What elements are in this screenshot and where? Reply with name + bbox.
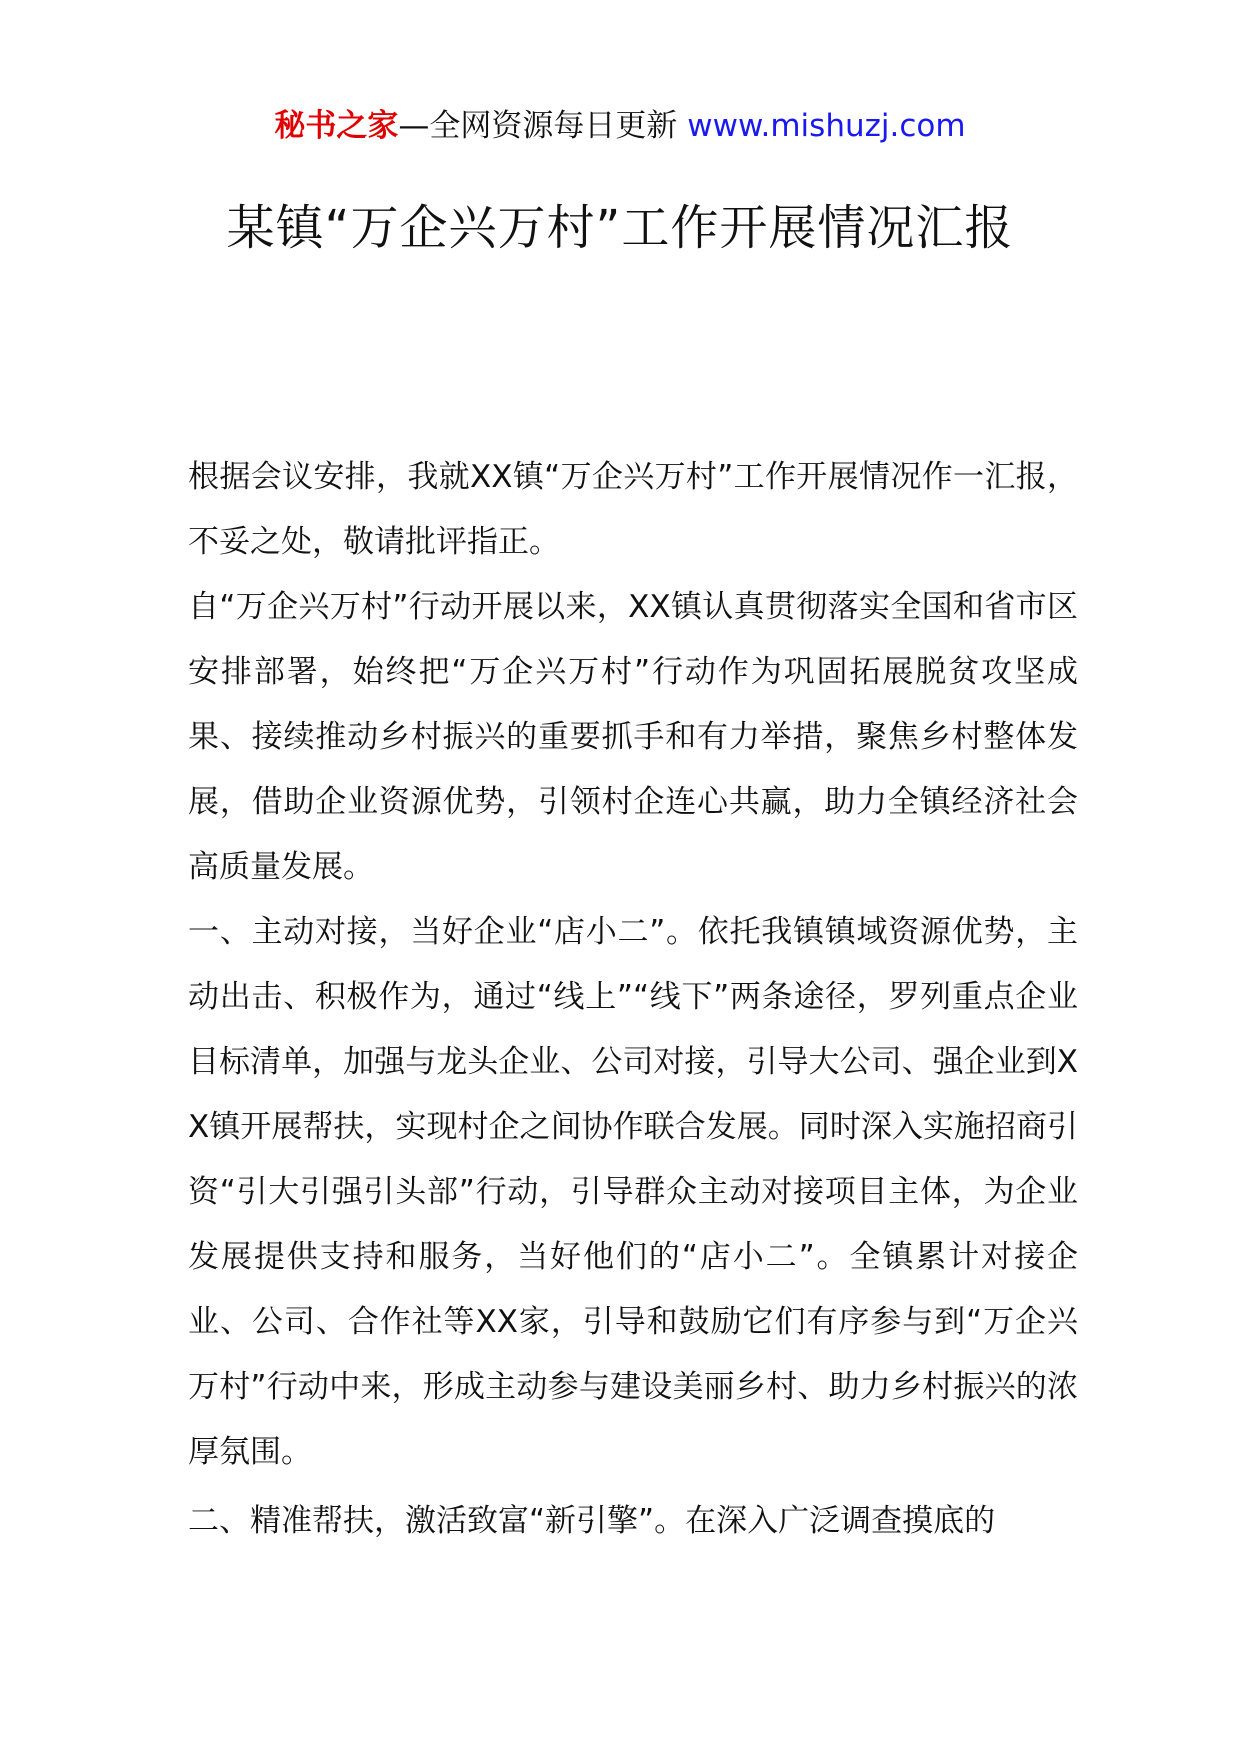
document-title: 某镇“万企兴万村”工作开展情况汇报: [226, 200, 1014, 256]
paragraph-section-two: 二、精准帮扶，激活致富“新引擎”。在深入广泛调查摸底的: [188, 1503, 996, 1539]
brand-name: 秘书之家: [274, 108, 399, 144]
paragraph-intro: 根据会议安排，我就XX镇“万企兴万村”工作开展情况作一汇报，不妥之处，敬请批评指正。: [188, 459, 1078, 560]
paragraph-section-one: 一、主动对接，当好企业“店小二”。依托我镇镇域资源优势，主动出击、积极作为，通过“线上”“线下”两条途径，罗列重点企业目标清单，加强与龙头企业、公司对接，引导大公司、强企业到XX镇开展帮扶，实现村企之间协作联合发展。同时深入实施招商引资“引大引强引头部”行动，引导群众主动对接项目主体，为企业发展提供支持和服务，当好他们的“店小二”。全镇累计对接企业、公司、合作社等XX家，引导和鼓励它们有序参与到“万企兴万村”行动中来，形成主动参与建设美丽乡村、助力乡村振兴的浓厚氛围。: [188, 914, 1078, 1470]
document-body: [188, 445, 1078, 1554]
site-url-link[interactable]: www.mishuzj.com: [687, 108, 966, 144]
header-banner: [0, 104, 1240, 148]
header-tagline: —全网资源每日更新: [398, 108, 688, 144]
paragraph-overview: 自“万企兴万村”行动开展以来，XX镇认真贯彻落实全国和省市区安排部署，始终把“万企兴万村”行动作为巩固拓展脱贫攻坚成果、接续推动乡村振兴的重要抓手和有力举措，聚焦乡村整体发展，借助企业资源优势，引领村企连心共赢，助力全镇经济社会高质量发展。: [188, 589, 1078, 885]
